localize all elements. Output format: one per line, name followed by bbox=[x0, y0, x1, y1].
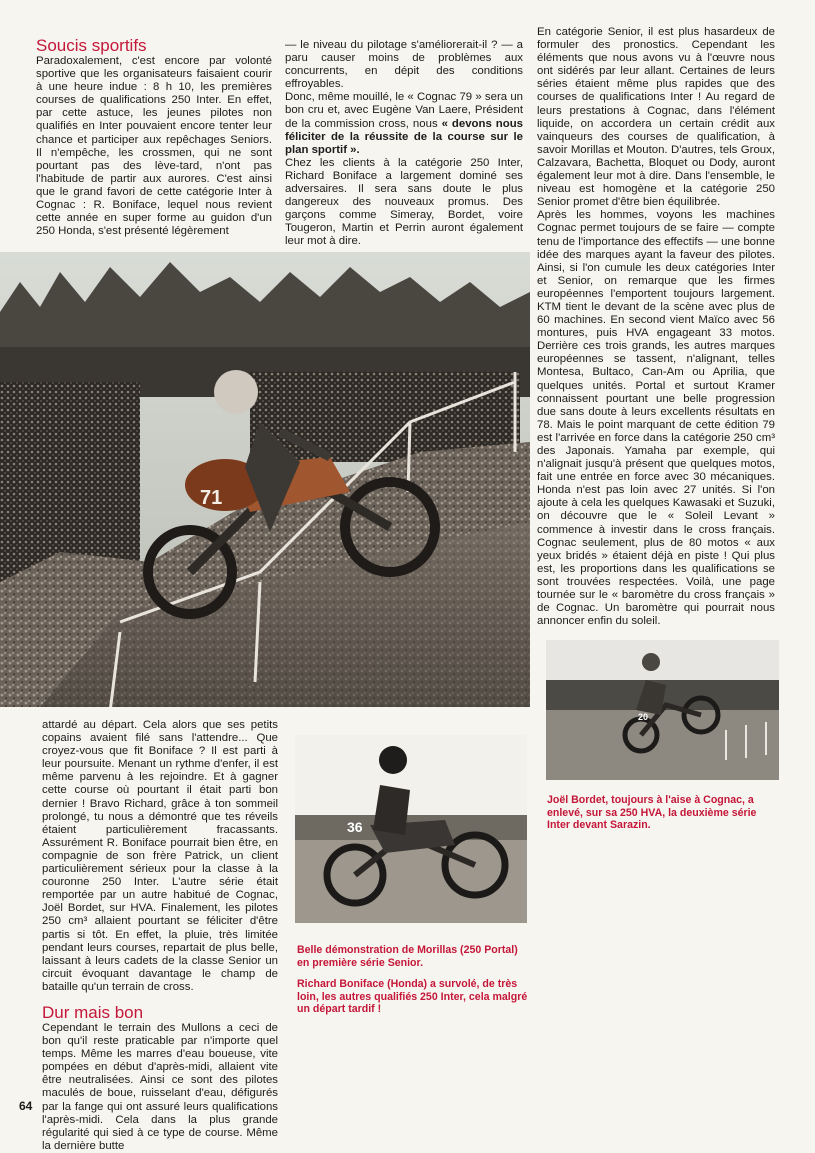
plate-number-right: 20 bbox=[638, 712, 649, 722]
lower-left-text: attardé au départ. Cela alors que ses petits copains avaient filé sans l'attendre... Que croyez-vous que fit Boniface ? Il est parti à leur poursuite. Menant un rythme d'enfer, il est même parvenu à les rejoindre. Et à gagner cette course où pourtant il était parti bon dernier ! Bravo Richard, grâce à ton sommeil prolongé, tu nous a démontré que tes réveils étaient particulièrement fracassants. Assurément R. Boniface pourrait bien être, en compagnie de son frère Patrick, un client particulièrement sérieux pour la classe à la couronne 250 Inter. L'autre série était remportée par un autre habitué de Cognac, Joël Bordet, sur HVA. Finalement, les pilotes 250 cm³ allaient pourtant se féliciter d'être partis si tôt. En effet, la pluie, très limitée pendant leurs courses, repartait de plus belle, laissant à leurs cadets de la classe Senior un circuit évoquant davantage le champ de bataille qu'un terrain de cross. bbox=[42, 719, 278, 993]
lower-left-column bbox=[42, 719, 278, 1153]
page-number: 64 bbox=[19, 1099, 33, 1113]
section-heading-dur-mais-bon: Dur mais bon bbox=[42, 1002, 144, 1022]
caption-bordet: Joël Bordet, toujours à l'aise à Cognac, a enlevé, sur sa 250 HVA, la deuxième série Inter devant Sarazin. bbox=[547, 794, 757, 832]
plate-number-main: 71 bbox=[200, 487, 223, 509]
main-photo-motocross-jump bbox=[0, 252, 530, 707]
section1-text: Paradoxalement, c'est encore par volonté sportive que les organisateurs faisaient courir à une heure indue : 8 h 10, les premières courses de qualifications 250 Inter. En effet, par cette astuce, les jeunes pilotes non qualifiés en Inter pouvaient encore tenter leur chance et participer aux repêchages Seniors. Il n'empêche, les crossmen, qui ne sont pourtant pas des lève-tard, n'ont pas l'habitude de partir aux aurores. C'est ainsi que le grand favori de cette catégorie Inter à Cognac : R. Boniface, lequel nous revient cette année en super forme au guidon d'un 250 Honda, s'est présenté légèrement bbox=[36, 55, 272, 238]
column2-text2 bbox=[285, 91, 523, 156]
column2-text1: — le niveau du pilotage s'améliorerait-il ? — a paru causer moins de problèmes aux concurrents, en dépit des conditions effroyables. bbox=[285, 39, 523, 91]
column2-text2a: Donc, même mouillé, le « Cognac 79 » sera un bon cru et, avec Eugène Van Laere, Président de la commission cross, nous bbox=[285, 91, 523, 130]
column-3 bbox=[537, 26, 775, 628]
plate-number-middle: 36 bbox=[347, 819, 363, 835]
column3-text2: Après les hommes, voyons les machines Cognac permet toujours de se faire — compte tenu de l'importance des effectifs — une bonne idée des marques ayant la faveur des pilotes. Ainsi, si l'on cumule les deux catégories Inter et Senior, on remarque que les firmes européennes l'emportent toujours largement. KTM tient le devant de la scène avec plus de 60 machines. En second vient Maïco avec 56 montures, puis HVA engageant 33 motos. Derrière ces trois grands, les autres marques européennes se tassent, n'alignant, telles Montesa, Bultaco, Can-Am ou Aprilia, que quelques unités. Portal et surtout Kramer connaissent pourtant une belle progression due sans doute à leurs excellents résultats en 78. Mais le point marquant de cette édition 79 est l'arrivée en force dans la catégorie 250 cm³ des Japonais. Yamaha par exemple, qui n'alignait jusqu'à présent que quelques motos, fait une entrée en force avec 30 mécaniques. Honda n'est pas loin avec 27 unités. Si l'on ajoute à cela les quelques Kawasaki et Suzuki, on découvre que le « Soleil Levant » commence à investir dans le cross français. Cognac seulement, plus de 80 motos « aux yeux bridés » étaient déjà en piste ! Qui plus est, les proportions dans les qualifications se sont trouvées respectées. Voilà, une page tournée sur le « baromètre du cross français » de Cognac. Un baromètre qui pourrait nous annoncer enfin du soleil. bbox=[537, 209, 775, 628]
column3-text1: En catégorie Senior, il est plus hasardeux de formuler des pronostics. Cependant les éléments que nous avons vu à l'œuvre nous ont sidérés par leur allant. Certaines de leurs séries étaient même plus rapides que des courses de qualifications Inter ! Au regard de leurs prestations à Cognac, dans l'élément liquide, on accordera un certain crédit aux vainqueurs des courses de qualification, à savoir Morillas et Mouton. D'autres, tels Groux, Calzavara, Bachetta, Bloquet ou Dody, auront également leur mot à dire. Dans l'ensemble, le niveau est homogène et la catégorie 250 Senior promet d'être bien équilibrée. bbox=[537, 26, 775, 209]
caption-boniface: Richard Boniface (Honda) a survolé, de très loin, les autres qualifiés 250 Inter, cela malgré un départ tardif ! bbox=[297, 978, 528, 1016]
column-2 bbox=[285, 39, 523, 249]
section-heading-soucis-sportifs: Soucis sportifs bbox=[36, 36, 147, 55]
column-1 bbox=[36, 36, 272, 238]
caption-morillas: Belle démonstration de Morillas (250 Portal) en première série Senior. bbox=[297, 944, 518, 969]
photo-morillas-portal bbox=[295, 735, 527, 923]
column2-text3: Chez les clients à la catégorie 250 Inter, Richard Boniface a largement dominé ses adversaires. Il sera sans doute le plus dangereux des nouveaux promus. Des garçons comme Simeray, Bordet, voire Tougeron, Martin et Perrin auront également leur mot à dire. bbox=[285, 156, 523, 248]
column2-text2b-quote: « devons nous féliciter de la réussite de la course sur le plan sportif ». bbox=[285, 117, 523, 156]
lower-left-text2: Cependant le terrain des Mullons a ceci de bon qu'il reste praticable par n'importe quel temps. Même les marres d'eau boueuse, vite pompées en début d'après-midi, allaient vite être neutralisées. Ainsi ce sont des pilotes maculés de boue, ruisselant d'eau, défigurés par la fange qui ont assuré leurs qualifications l'après-midi. Cela dans la plus grande régularité qui sied à ce type de course. Même la dernière butte bbox=[42, 1021, 278, 1152]
photo-bordet-hva bbox=[546, 640, 779, 780]
